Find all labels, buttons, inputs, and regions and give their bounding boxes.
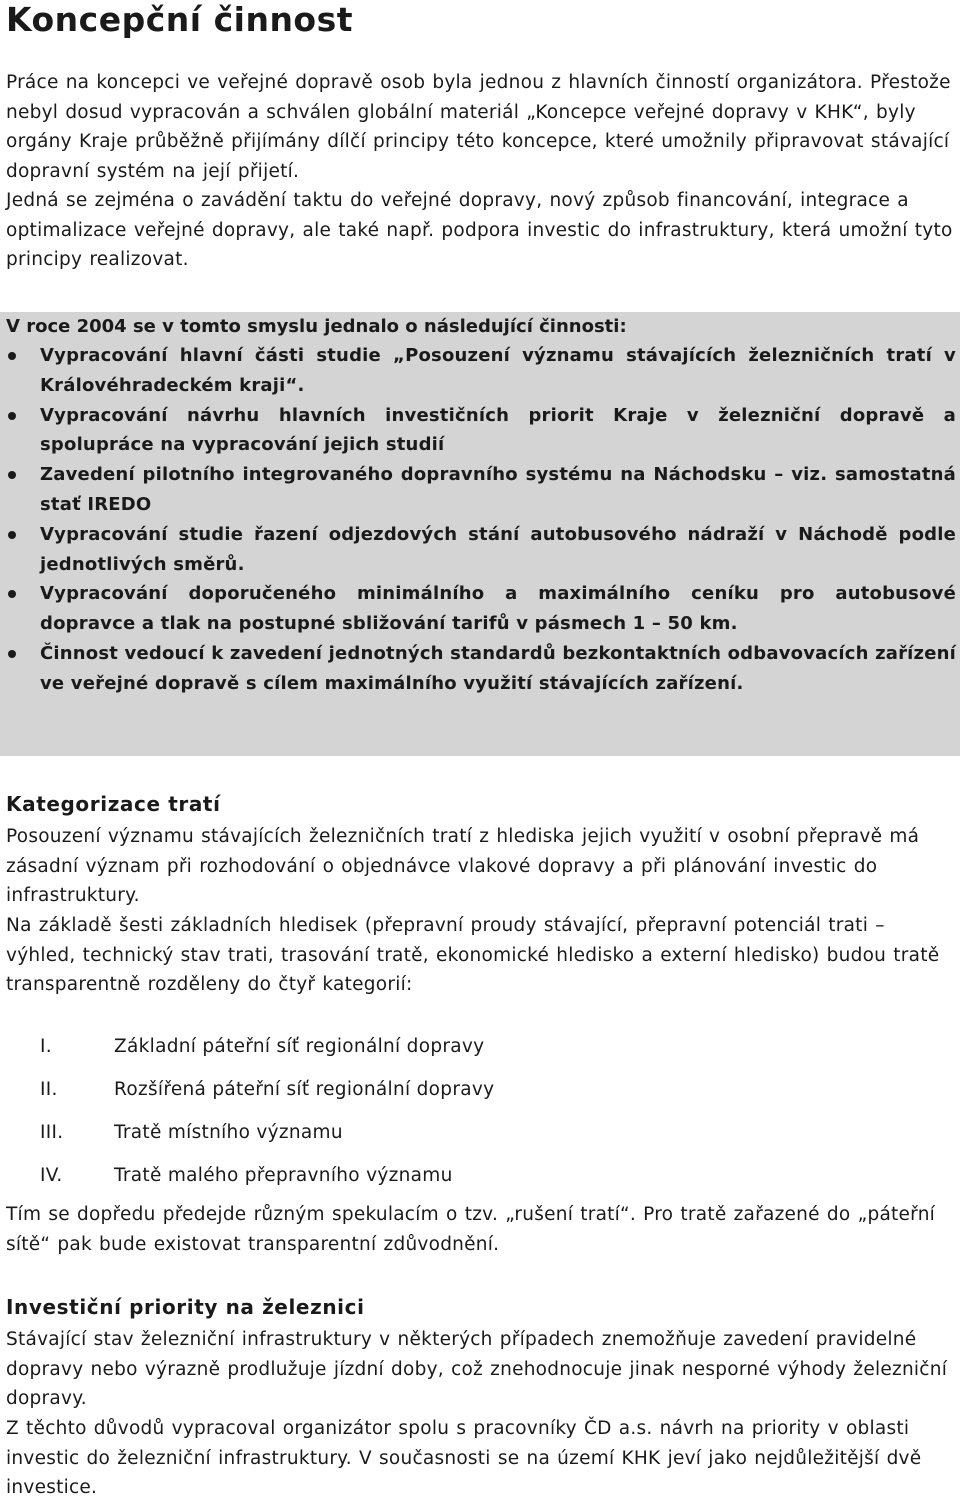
paragraph: Na základě šesti základních hledisek (přepravní proudy stávající, přepravní potenciál trati – výhled, technický stav trati, trasování tratě, ekonomické hledisko a externí hledisko) budou tratě transparentně rozděleny do čtyř kategorií:	[6, 915, 940, 995]
category-number: I.	[40, 1036, 52, 1057]
list-item: Zavedení pilotního integrovaného dopravního systému na Náchodsku – viz. samostatná stať IREDO	[6, 460, 956, 520]
paragraph: Tím se dopředu předejde různým spekulacím o tzv. „rušení tratí“. Pro tratě zařazené do „páteřní sítě“ pak bude existovat transparentní zdůvodnění.	[6, 1204, 936, 1255]
category-list	[40, 1032, 494, 1204]
paragraph: Posouzení významu stávajících železničních tratí z hlediska jejich využití v osobní přepravě má zásadní význam při rozhodování o objednávce vlakové dopravy a při plánování investic do infrastruktury.	[6, 826, 920, 906]
paragraph: Z těchto důvodů vypracoval organizátor spolu s pracovníky ČD a.s. návrh na priority v oblasti investic do železniční infrastruktury. V současnosti se na území KHK jeví jako nejdůležitější dvě investice.	[6, 1418, 922, 1498]
list-item	[40, 1032, 494, 1075]
category-number: IV.	[40, 1165, 63, 1186]
category-label: Rozšířená páteřní síť regionální dopravy	[114, 1079, 495, 1100]
page-title: Koncepční činnost	[6, 0, 354, 39]
paragraph: Stávající stav železniční infrastruktury v některých případech znemožňuje zavedení pravidelné dopravy nebo výrazně prodlužuje jízdní doby, což znehodnocuje jinak nesporné výhody železniční dopravy.	[6, 1329, 948, 1409]
section-heading-kategorizace: Kategorizace tratí	[6, 792, 221, 816]
section-heading-investicni-priority: Investiční priority na železnici	[6, 1295, 365, 1319]
activities-lead: V roce 2004 se v tomto smyslu jednalo o následující činnosti:	[6, 316, 627, 337]
intro-paragraph: Jedná se zejména o zavádění taktu do veřejné dopravy, nový způsob financování, integrace a optimalizace veřejné dopravy, ale také např. podpora investic do infrastruktury, která umožní tyto principy realizovat.	[6, 190, 953, 270]
list-item	[40, 1118, 494, 1161]
activities-list	[6, 341, 956, 699]
list-item	[40, 1161, 494, 1204]
category-number: II.	[40, 1079, 58, 1100]
list-item: Vypracování návrhu hlavních investičních priorit Kraje v železniční dopravě a spolupráce na vypracování jejich studií	[6, 401, 956, 461]
list-item: Vypracování doporučeného minimálního a maximálního ceníku pro autobusové dopravce a tlak na postupné sbližování tarifů v pásmech 1 – 50 km.	[6, 579, 956, 639]
list-item: Vypracování studie řazení odjezdových stání autobusového nádraží v Náchodě podle jednotlivých směrů.	[6, 520, 956, 580]
category-number: III.	[40, 1122, 64, 1143]
list-item	[40, 1075, 494, 1118]
list-item: Vypracování hlavní části studie „Posouzení významu stávajících železničních tratí v Královéhradeckém kraji“.	[6, 341, 956, 401]
intro-section	[6, 68, 954, 275]
intro-paragraph: Práce na koncepci ve veřejné dopravě osob byla jednou z hlavních činností organizátora. Přestože nebyl dosud vypracován a schválen globální materiál „Koncepce veřejné dopravy v KHK“, byly orgány Kraje průběžně přijímány dílčí principy této koncepce, které umožnily připravovat stávající dopravní systém na její přijetí.	[6, 72, 951, 182]
category-label: Tratě malého přepravního významu	[114, 1165, 453, 1186]
list-item: Činnost vedoucí k zavedení jednotných standardů bezkontaktních odbavovacích zařízení ve veřejné dopravě s cílem maximálního využití stávajících zařízení.	[6, 639, 956, 699]
category-label: Tratě místního významu	[114, 1122, 343, 1143]
category-label: Základní páteřní síť regionální dopravy	[114, 1036, 485, 1057]
